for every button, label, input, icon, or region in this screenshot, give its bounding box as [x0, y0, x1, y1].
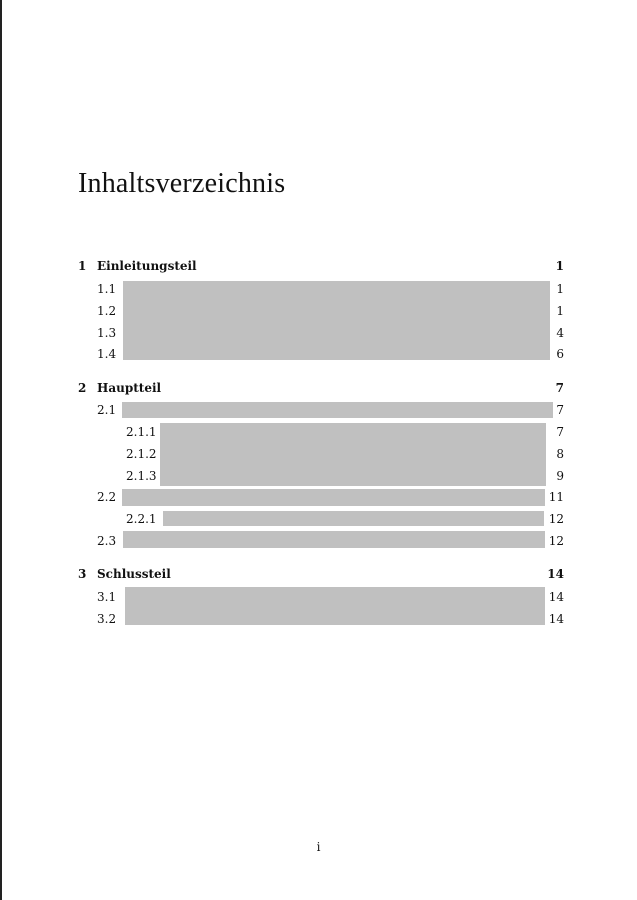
footer-page-number: i: [316, 840, 321, 854]
toc-page-number: 6: [556, 347, 564, 361]
toc-page-number: 12: [548, 534, 564, 548]
toc-number: 2.1.1: [126, 425, 157, 439]
toc-page-number: 7: [555, 381, 564, 395]
page-edge-rule: [0, 0, 2, 900]
toc-label: Schlussteil: [97, 567, 171, 581]
toc-number: 1.2: [97, 304, 117, 318]
toc-label: Einleitungsteil: [97, 259, 197, 273]
toc-page-number: 8: [556, 447, 564, 461]
toc-number: 1.1: [97, 282, 117, 296]
redaction-block: [125, 587, 545, 625]
toc-page-number: 9: [556, 469, 564, 483]
toc-number: 2.1.2: [126, 447, 157, 461]
toc-number: 1.4: [97, 347, 117, 361]
toc-page-number: 1: [556, 304, 564, 318]
toc-number: 2: [78, 381, 87, 395]
redaction-block: [123, 531, 545, 548]
toc-number: 1: [78, 259, 87, 273]
toc-page-number: 7: [556, 425, 564, 439]
toc-number: 2.2: [97, 490, 117, 504]
toc-page-number: 12: [548, 512, 564, 526]
redaction-block: [163, 511, 544, 526]
toc-number: 2.2.1: [126, 512, 157, 526]
toc-page-number: 1: [555, 259, 564, 273]
toc-page-number: 14: [548, 590, 564, 604]
toc-number: 3.1: [97, 590, 117, 604]
toc-number: 2.1: [97, 403, 117, 417]
toc-number: 3.2: [97, 612, 117, 626]
redaction-block: [160, 423, 546, 486]
toc-page-number: 1: [556, 282, 564, 296]
toc-page-number: 14: [547, 567, 564, 581]
toc-number: 1.3: [97, 326, 117, 340]
toc-page-number: 11: [548, 490, 564, 504]
redaction-block: [122, 489, 545, 506]
toc-page-number: 7: [556, 403, 564, 417]
toc-page-number: 4: [556, 326, 564, 340]
toc-number: 3: [78, 567, 87, 581]
toc-number: 2.1.3: [126, 469, 157, 483]
page-title: Inhaltsverzeichnis: [78, 168, 286, 199]
toc-page-number: 14: [548, 612, 564, 626]
redaction-block: [122, 402, 553, 418]
toc-label: Hauptteil: [97, 381, 162, 395]
toc-number: 2.3: [97, 534, 117, 548]
redaction-block: [123, 281, 550, 360]
